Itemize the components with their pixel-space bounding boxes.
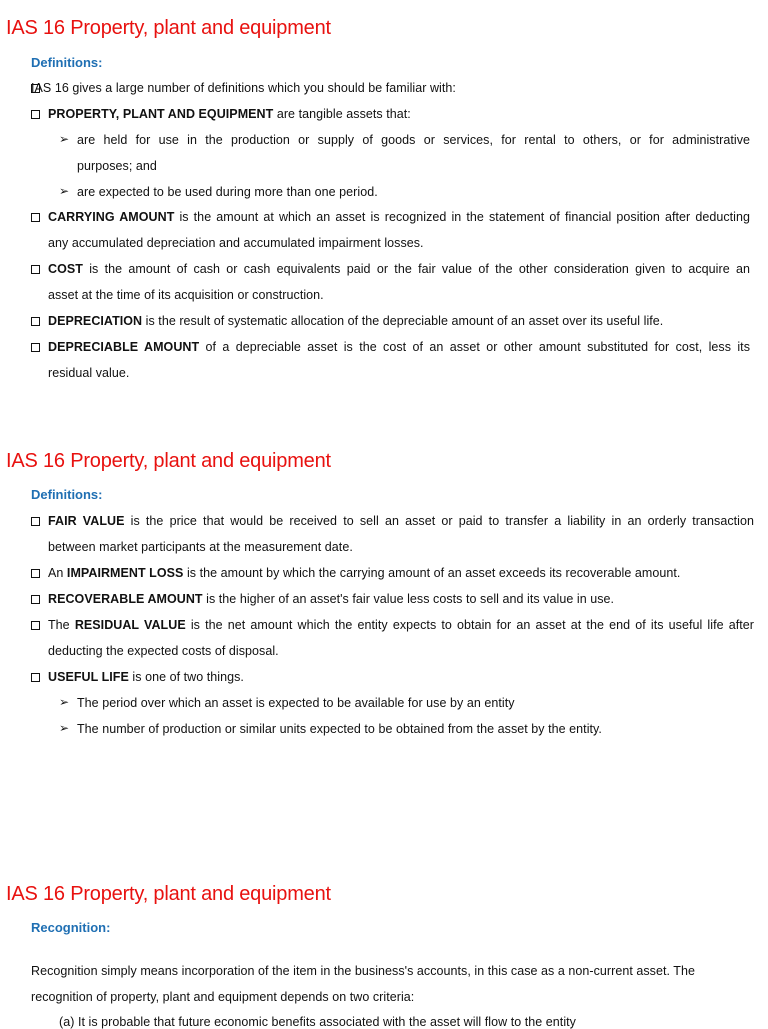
checkbox-bullet-icon (31, 595, 40, 604)
definition-term: DEPRECIATION (48, 314, 143, 328)
checkbox-bullet-icon (31, 84, 40, 93)
definition-term: RECOVERABLE AMOUNT (48, 592, 203, 606)
definition-continuation: between market participants at the measurement date. (48, 540, 353, 554)
checkbox-bullet-icon (31, 569, 40, 578)
definition-item (48, 592, 614, 606)
definition-prefix: The (48, 618, 75, 632)
definition-item (48, 262, 750, 276)
definition-term: FAIR VALUE (48, 514, 125, 528)
definition-text: is the result of systematic allocation of the depreciable amount of an asset over its useful life. (142, 314, 664, 328)
arrow-bullet-icon: ➢ (59, 721, 70, 735)
checkbox-bullet-icon (31, 343, 40, 352)
definition-item (48, 210, 750, 224)
section-1-subtitle: Definitions: (31, 55, 103, 70)
definition-item (48, 670, 244, 684)
checkbox-bullet-icon (31, 517, 40, 526)
sub-item-text: The number of production or similar units expected to be obtained from the asset by the entity. (77, 722, 602, 736)
definition-term: PROPERTY, PLANT AND EQUIPMENT (48, 107, 274, 121)
sub-item-continuation: purposes; and (77, 159, 157, 173)
definition-term: COST (48, 262, 83, 276)
definition-item (48, 514, 754, 528)
checkbox-bullet-icon (31, 213, 40, 222)
definition-term: CARRYING AMOUNT (48, 210, 175, 224)
definition-text: is the higher of an asset's fair value less costs to sell and its value in use. (202, 592, 615, 606)
definition-continuation: deducting the expected costs of disposal. (48, 644, 279, 658)
arrow-bullet-icon: ➢ (59, 695, 70, 709)
definition-text: are tangible assets that: (273, 107, 411, 121)
definition-term: RESIDUAL VALUE (74, 618, 186, 632)
definition-item (48, 566, 680, 580)
checkbox-bullet-icon (31, 265, 40, 274)
section-3-subtitle: Recognition: (31, 920, 111, 935)
paragraph-line: recognition of property, plant and equipment depends on two criteria: (31, 990, 415, 1004)
section-1-intro: IAS 16 gives a large number of definitions which you should be familiar with: (31, 81, 456, 95)
sub-item-text: are held for use in the production or supply of goods or services, for rental to others, or for administrative (77, 133, 750, 147)
definition-item (48, 314, 663, 328)
definition-prefix: An (48, 566, 67, 580)
checkbox-bullet-icon (31, 673, 40, 682)
definition-text: is the amount of cash or cash equivalents paid or the fair value of the other consideration given to acquire an (82, 262, 750, 276)
definition-continuation: residual value. (48, 366, 130, 380)
definition-term: IMPAIRMENT LOSS (66, 566, 184, 580)
section-2-subtitle: Definitions: (31, 487, 103, 502)
definition-text: is the amount at which an asset is recognized in the statement of financial position after deducting (174, 210, 750, 224)
section-1-title: IAS 16 Property, plant and equipment (6, 17, 331, 39)
paragraph-line: Recognition simply means incorporation of the item in the business's accounts, in this case as a non-current asset. The (31, 964, 695, 978)
definition-term: USEFUL LIFE (48, 670, 129, 684)
definition-item (48, 618, 754, 632)
section-2-title: IAS 16 Property, plant and equipment (6, 450, 331, 472)
definition-text: of a depreciable asset is the cost of an asset or other amount substituted for cost, less its (199, 340, 750, 354)
definition-term: DEPRECIABLE AMOUNT (48, 340, 200, 354)
checkbox-bullet-icon (31, 621, 40, 630)
arrow-bullet-icon: ➢ (59, 132, 70, 146)
arrow-bullet-icon: ➢ (59, 184, 70, 198)
definition-text: is one of two things. (128, 670, 244, 684)
paragraph-line: (a) It is probable that future economic benefits associated with the asset will flow to the entity (59, 1015, 576, 1029)
definition-item (48, 340, 750, 354)
checkbox-bullet-icon (31, 317, 40, 326)
definition-continuation: asset at the time of its acquisition or construction. (48, 288, 324, 302)
definition-text: is the net amount which the entity expects to obtain for an asset at the end of its useful life after (185, 618, 755, 632)
definition-continuation: any accumulated depreciation and accumulated impairment losses. (48, 236, 424, 250)
definition-text: is the price that would be received to sell an asset or paid to transfer a liability in an orderly transaction (124, 514, 754, 528)
checkbox-bullet-icon (31, 110, 40, 119)
definition-text: is the amount by which the carrying amount of an asset exceeds its recoverable amount. (183, 566, 681, 580)
section-3-title: IAS 16 Property, plant and equipment (6, 883, 331, 905)
sub-item-text: The period over which an asset is expected to be available for use by an entity (77, 696, 515, 710)
sub-item-text: are expected to be used during more than one period. (77, 185, 378, 199)
definition-item (48, 107, 411, 121)
